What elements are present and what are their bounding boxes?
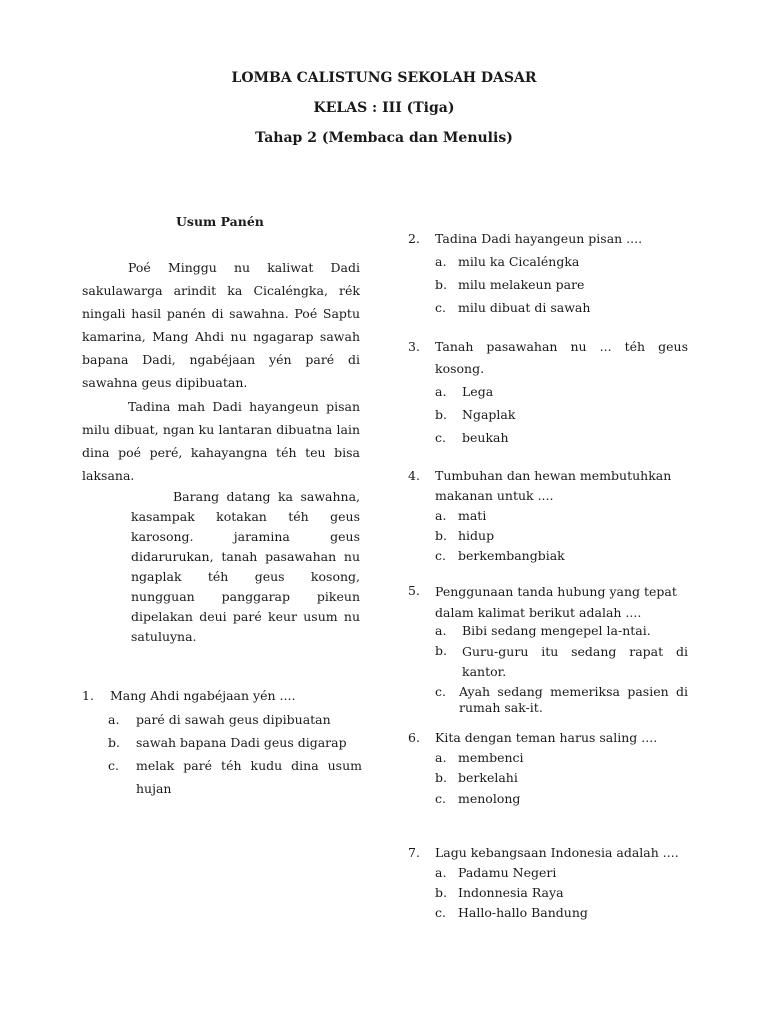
story-paragraph-1: Poé Minggu nu kaliwat Dadi sakulawarga arindit ka Cicaléngka, rék ningali hasil panén di sawahna. Poé Saptu kamarina, Mang Ahdi nu ngagarap sawah bapana Dadi, ngabéjaan yén paré di sawahna geus dipibuatan. xyxy=(82,260,360,390)
option-letter: b. xyxy=(435,643,447,658)
question-text: Tanah pasawahan nu ... téh geus kosong. xyxy=(435,339,688,376)
option-letter: a. xyxy=(435,508,447,523)
option-letter: b. xyxy=(435,277,447,292)
question-text: Penggunaan tanda hubung yang tepat dalam kalimat berikut adalah .... xyxy=(435,584,677,620)
question-text: Tadina Dadi hayangeun pisan .... xyxy=(435,231,643,246)
option-letter: b. xyxy=(435,885,447,900)
option-text: beukah xyxy=(462,430,509,445)
question-6-option-a xyxy=(435,750,688,770)
question-3-option-c xyxy=(435,430,688,450)
option-letter: a. xyxy=(435,865,447,880)
option-text: Ngaplak xyxy=(462,407,516,422)
question-2-option-b xyxy=(435,277,688,297)
question-6-option-b xyxy=(435,770,688,790)
question-7-option-c xyxy=(435,905,688,925)
question-number: 1. xyxy=(82,688,94,703)
question-number: 6. xyxy=(408,730,420,745)
question-3-option-b xyxy=(435,407,688,427)
option-letter: a. xyxy=(435,623,447,638)
question-4 xyxy=(408,468,688,508)
option-letter: a. xyxy=(435,750,447,765)
question-5-option-a xyxy=(435,623,688,643)
option-text: Lega xyxy=(462,384,494,399)
question-2-option-a xyxy=(435,254,688,274)
class-label: KELAS : III (Tiga) xyxy=(313,100,455,116)
question-5-option-c xyxy=(435,684,688,718)
question-5-option-b xyxy=(435,643,688,683)
question-number: 7. xyxy=(408,845,420,860)
option-letter: c. xyxy=(435,548,446,563)
question-text: Mang Ahdi ngabéjaan yén .... xyxy=(110,688,296,703)
option-text: membenci xyxy=(458,750,524,765)
question-1 xyxy=(82,688,362,708)
option-letter: b. xyxy=(108,735,120,750)
question-1-option-a xyxy=(108,712,362,732)
option-letter: a. xyxy=(435,384,447,399)
question-text: Lagu kebangsaan Indonesia adalah .... xyxy=(435,845,679,860)
question-1-option-c xyxy=(108,758,362,804)
option-letter: c. xyxy=(435,300,446,315)
option-text: paré di sawah geus dipibuatan xyxy=(136,712,331,727)
story-title: Usum Panén xyxy=(176,214,264,229)
story-paragraph-2: Tadina mah Dadi hayangeun pisan milu dibuat, ngan ku lantaran dibuatna lain dina poé peré, kahayangna téh teu bisa laksana. xyxy=(82,399,360,483)
question-text: Kita dengan teman harus saling .... xyxy=(435,730,658,745)
question-4-option-b xyxy=(435,528,688,548)
question-3 xyxy=(408,339,688,385)
option-letter: a. xyxy=(108,712,120,727)
question-1-option-b xyxy=(108,735,362,755)
option-text: milu melakeun pare xyxy=(458,277,585,292)
story-paragraph-3: Barang datang ka sawahna, kasampak kotakan téh geus karosong. jaramina geus didarurukan, tanah pasawahan nu ngaplak téh geus kosong, nungguan panggarap pikeun dipelakan deui paré keur usum nu satuluyna. xyxy=(131,489,360,644)
question-4-option-c xyxy=(435,548,688,568)
option-text: melak paré téh kudu dina usum hujan xyxy=(136,758,362,796)
option-letter: b. xyxy=(435,528,447,543)
question-6-option-c xyxy=(435,791,688,811)
question-2 xyxy=(408,231,688,251)
option-text: berkembangbiak xyxy=(458,548,565,563)
option-text: Padamu Negeri xyxy=(458,865,557,880)
question-text: Tumbuhan dan hewan membutuhkan makanan untuk .... xyxy=(435,468,672,503)
question-number: 3. xyxy=(408,339,420,354)
option-letter: c. xyxy=(435,684,446,699)
option-letter: c. xyxy=(435,791,446,806)
option-text: Guru-guru itu sedang rapat di kantor. xyxy=(462,644,688,679)
question-5 xyxy=(408,583,688,625)
option-text: milu ka Cicaléngka xyxy=(458,254,580,269)
option-letter: c. xyxy=(108,758,119,773)
option-text: berkelahi xyxy=(458,770,518,785)
option-text: Hallo-hallo Bandung xyxy=(458,905,588,920)
option-text: mati xyxy=(458,508,487,523)
question-number: 2. xyxy=(408,231,420,246)
option-letter: c. xyxy=(435,430,446,445)
question-4-option-a xyxy=(435,508,688,528)
question-number: 5. xyxy=(408,583,420,598)
option-letter: b. xyxy=(435,407,447,422)
option-text: Indonnesia Raya xyxy=(458,885,564,900)
option-letter: c. xyxy=(435,905,446,920)
question-number: 4. xyxy=(408,468,420,483)
option-text: Ayah sedang memeriksa pasien di rumah sak-it. xyxy=(459,684,688,715)
question-7 xyxy=(408,845,688,865)
option-text: menolong xyxy=(458,791,521,806)
question-7-option-a xyxy=(435,865,688,885)
option-letter: a. xyxy=(435,254,447,269)
stage-label: Tahap 2 (Membaca dan Menulis) xyxy=(255,130,513,146)
question-7-option-b xyxy=(435,885,688,905)
option-text: hidup xyxy=(458,528,495,543)
option-text: Bibi sedang mengepel la-ntai. xyxy=(462,623,651,638)
option-letter: b. xyxy=(435,770,447,785)
question-2-option-c xyxy=(435,300,688,320)
option-text: milu dibuat di sawah xyxy=(458,300,591,315)
question-6 xyxy=(408,730,688,750)
option-text: sawah bapana Dadi geus digarap xyxy=(136,735,347,750)
question-3-option-a xyxy=(435,384,688,404)
document-title: LOMBA CALISTUNG SEKOLAH DASAR xyxy=(231,70,537,86)
